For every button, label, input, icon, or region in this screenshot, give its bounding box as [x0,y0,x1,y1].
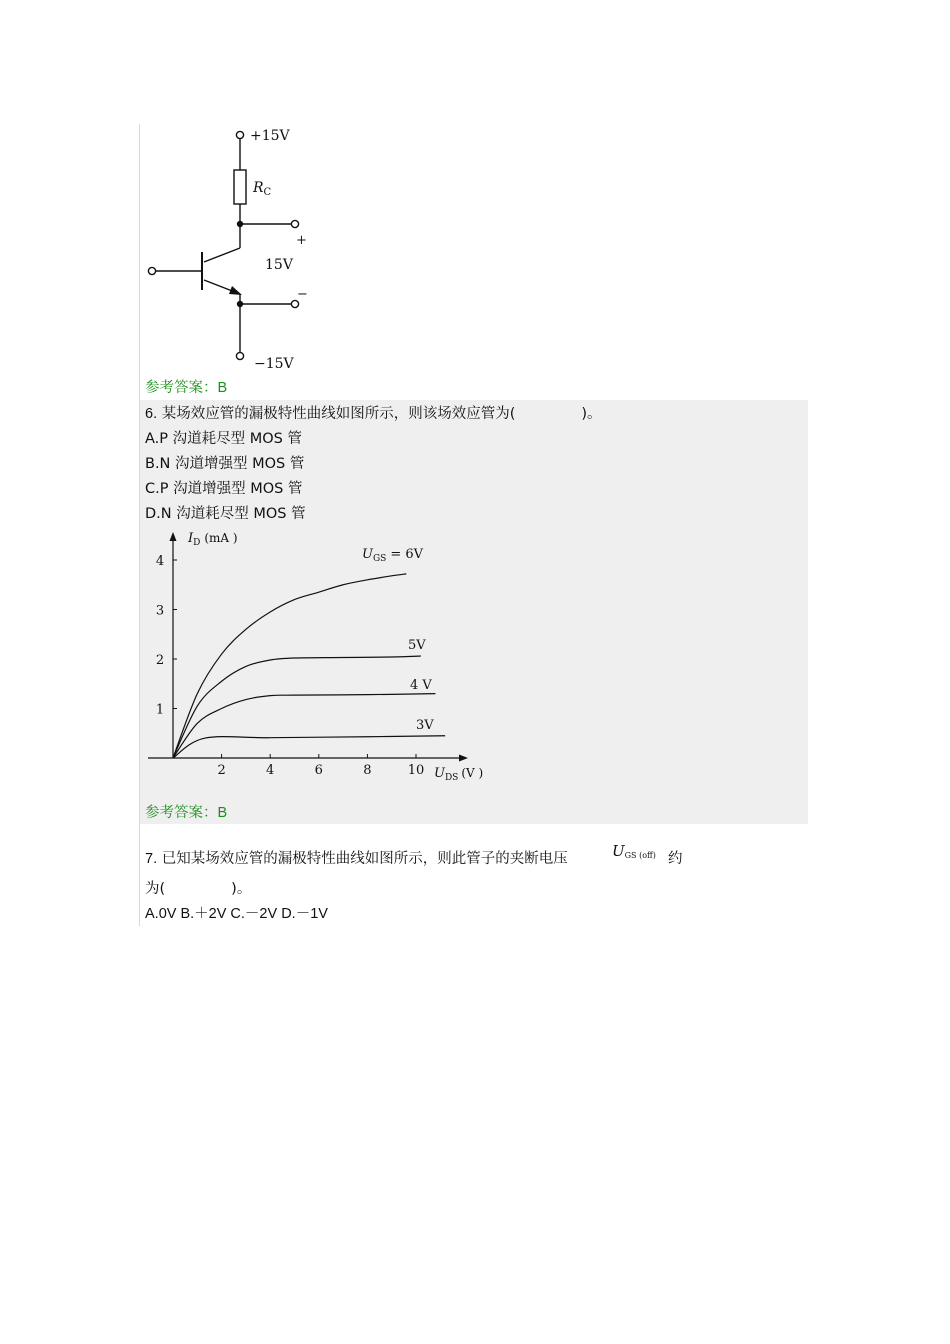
q7-question-tail: 约 [668,851,683,867]
bjt-circuit-diagram [140,120,340,378]
series-curve-2 [173,694,435,758]
output-plus-terminal [291,220,298,227]
out-voltage-label: 15V [265,257,293,273]
x-tick-label: 2 [217,763,226,778]
q6-option-b: B.N 沟道增强型 MOS 管 [145,456,305,472]
q5-answer: 参考答案：B [145,380,228,396]
q6-option-c: C.P 沟道增强型 MOS 管 [145,481,303,497]
collector-node [237,221,243,227]
q7-number: 7. [145,851,158,867]
q6-option-d: D.N 沟道耗尽型 MOS 管 [145,506,306,522]
q6-number: 6. [145,406,158,422]
q7-line2: 为( )。 [145,881,252,897]
bottom-terminal [236,352,243,359]
top-terminal [236,131,243,138]
q6-question [145,404,602,424]
y-axis-label: $I_D$ (mA ) [188,531,238,548]
series-label-3: 3V [416,718,434,733]
series-curve-3 [173,736,445,758]
resistor-rc [234,170,246,204]
drain-characteristics-chart [140,526,500,788]
out-plus-label: + [296,233,307,248]
y-tick-label: 3 [155,603,165,619]
series-label-2: 4 V [410,678,432,693]
x-tick-label: 10 [407,763,425,778]
q7-options: A.0V B.＋2V C.－2V D.－1V [145,906,328,922]
q6-option-a: A.P 沟道耗尽型 MOS 管 [145,431,302,447]
series-label-1: 5V [408,638,426,653]
base-terminal [148,267,155,274]
y-axis-arrow [170,532,177,541]
x-tick-label: 6 [314,763,323,778]
q7-question-text: 已知某场效应管的漏极特性曲线如图所示，则此管子的夹断电压 [161,851,568,867]
q7-question [145,849,568,869]
q6-question-text: 某场效应管的漏极特性曲线如图所示，则该场效应管为( [161,406,516,422]
series-curve-0 [173,574,406,758]
emitter-arrow [229,286,242,295]
emitter-node [237,301,243,307]
y-tick-label: 4 [155,554,165,569]
resistor-label: $R_C$ [253,180,272,198]
q6-question-end: )。 [581,406,602,422]
bottom-supply-label: −15V [254,356,294,372]
y-tick-label: 1 [155,702,165,718]
top-supply-label: +15V [250,128,290,144]
out-minus-label: − [297,287,308,302]
x-axis-label: $U_{DS}$ (V ) [434,766,484,783]
x-tick-label: 8 [363,763,372,778]
x-tick-label: 4 [266,763,275,778]
x-axis-arrow [459,755,468,762]
q6-answer: 参考答案：B [145,805,228,821]
y-tick-label: 2 [155,653,165,668]
ugs-off-symbol: UGS (off) [612,842,656,860]
series-label-0: $U_{GS} = 6V$ [362,547,424,564]
